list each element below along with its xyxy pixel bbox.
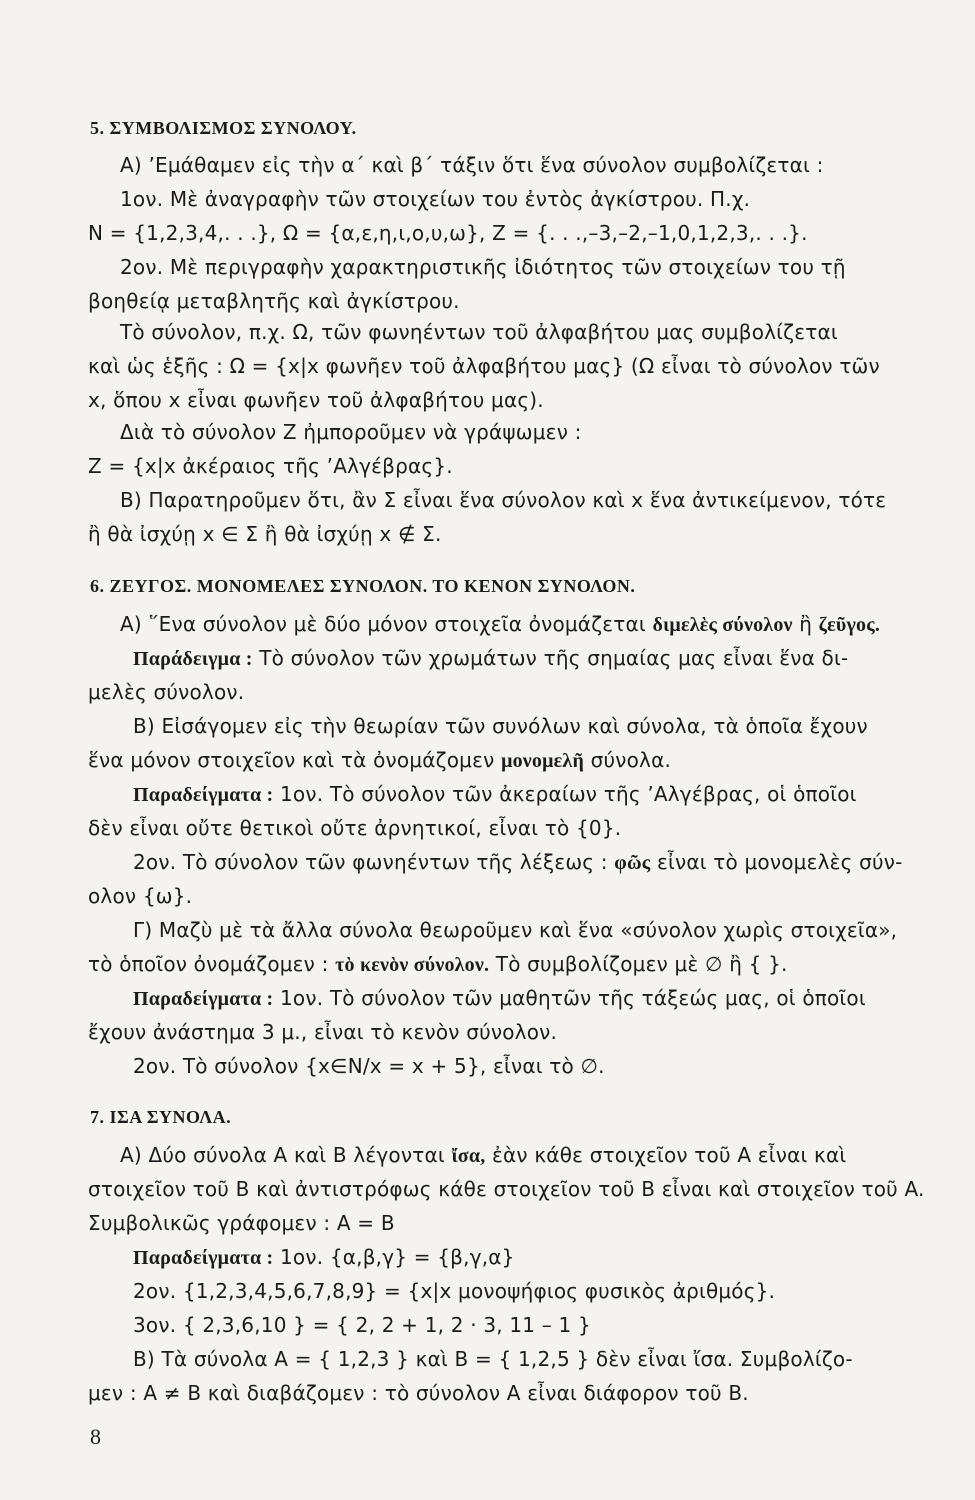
text-line: καὶ ὡς ἑξῆς : Ω = {x|x φωνῆεν τοῦ ἀλφαβήτου μας} (Ω εἶναι τὸ σύνολον τῶν (88, 354, 880, 378)
page-number: 8 (90, 1424, 101, 1449)
text-line: στοιχεῖον τοῦ B καὶ ἀντιστρόφως κάθε στοιχεῖον τοῦ B εἶναι καὶ στοιχεῖον τοῦ A. (88, 1177, 925, 1201)
text-line: Παραδείγματα : 1ον. Τὸ σύνολον τῶν ἀκεραίων τῆς ’Αλγέβρας, οἱ ὁποῖοι (133, 782, 857, 806)
text-line: N = {1,2,3,4,. . .}, Ω = {α,ε,η,ι,ο,υ,ω}, Z = {. . .,–3,–2,–1,0,1,2,3,. . .}. (88, 221, 808, 245)
text-line: x, ὅπου x εἶναι φωνῆεν τοῦ ἀλφαβήτου μας). (88, 388, 544, 412)
text-line: Γ) Μαζὺ μὲ τὰ ἄλλα σύνολα θεωροῦμεν καὶ ἕνα «σύνολον χωρὶς στοιχεῖα», (133, 918, 898, 942)
text-line: Παραδείγματα : 1ον. {α,β,γ} = {β,γ,α} (133, 1245, 515, 1269)
text-line: ἕνα μόνον στοιχεῖον καὶ τὰ ὀνομάζομεν μονομελῆ σύνολα. (88, 748, 672, 772)
text-line: 2ον. Τὸ σύνολον τῶν φωνηέντων τῆς λέξεως : φῶς εἶναι τὸ μονομελὲς σύν- (133, 850, 903, 874)
section-heading: 6. ΖΕΥΓΟΣ. ΜΟΝΟΜΕΛΕΣ ΣΥΝΟΛΟΝ. ΤΟ ΚΕΝΟΝ ΣΥΝΟΛΟΝ. (90, 576, 636, 596)
text-line: Z = {x|x ἀκέραιος τῆς ’Αλγέβρας}. (88, 454, 453, 478)
text-line: 2ον. Μὲ περιγραφὴν χαρακτηριστικῆς ἰδιότητος τῶν στοιχείων του τῇ (120, 255, 846, 279)
text-line: Β) Τὰ σύνολα A = { 1,2,3 } καὶ B = { 1,2,5 } δὲν εἶναι ἴσα. Συμβολίζο- (133, 1347, 853, 1371)
text-line: ολον {ω}. (88, 884, 193, 908)
section-heading: 5. ΣΥΜΒΟΛΙΣΜΟΣ ΣΥΝΟΛΟΥ. (90, 118, 357, 138)
text-line: Διὰ τὸ σύνολον Z ἠμποροῦμεν νὰ γράψωμεν : (120, 420, 582, 444)
text-line: Παράδειγμα : Τὸ σύνολον τῶν χρωμάτων τῆς σημαίας μας εἶναι ἕνα δι- (133, 646, 849, 670)
text-line: 1ον. Μὲ ἀναγραφὴν τῶν στοιχείων του ἐντὸς ἀγκίστρου. Π.χ. (120, 187, 751, 211)
text-line: ἢ θὰ ἰσχύῃ x ∈ Σ ἢ θὰ ἰσχύῃ x ∉ Σ. (88, 522, 442, 546)
text-line: 3ον. { 2,3,6,10 } = { 2, 2 + 1, 2 · 3, 11 – 1 } (133, 1313, 591, 1337)
text-line: ἔχουν ἀνάστημα 3 μ., εἶναι τὸ κενὸν σύνολον. (88, 1020, 558, 1044)
text-line: μελὲς σύνολον. (88, 680, 245, 704)
text-line: δὲν εἶναι οὔτε θετικοὶ οὔτε ἀρνητικοί, εἶναι τὸ {0}. (88, 816, 622, 840)
text-line: 2ον. {1,2,3,4,5,6,7,8,9} = {x|x μονοψήφιος φυσικὸς ἀριθμός}. (133, 1279, 776, 1303)
section-heading: 7. ΙΣΑ ΣΥΝΟΛΑ. (90, 1107, 232, 1127)
text-line: Β) Εἰσάγομεν εἰς τὴν θεωρίαν τῶν συνόλων καὶ σύνολα, τὰ ὁποῖα ἔχουν (133, 714, 868, 738)
text-line: 2ον. Τὸ σύνολον {x∈N/x = x + 5}, εἶναι τὸ ∅. (133, 1054, 605, 1078)
text-line: Τὸ σύνολον, π.χ. Ω, τῶν φωνηέντων τοῦ ἀλφαβήτου μας συμβολίζεται (120, 320, 838, 344)
text-line: Α) ῞Ενα σύνολον μὲ δύο μόνον στοιχεῖα ὀνομάζεται διμελὲς σύνολον ἢ ζεῦγος. (120, 612, 881, 636)
text-line: Συμβολικῶς γράφομεν : A = B (88, 1211, 395, 1235)
text-line: Παραδείγματα : 1ον. Τὸ σύνολον τῶν μαθητῶν τῆς τάξεώς μας, οἱ ὁποῖοι (133, 986, 866, 1010)
text-line: Α) Δύο σύνολα A καὶ B λέγονται ἴσα, ἐὰν κάθε στοιχεῖον τοῦ A εἶναι καὶ (120, 1143, 847, 1167)
text-line: μεν : A ≠ B καὶ διαβάζομεν : τὸ σύνολον A εἶναι διάφορον τοῦ B. (88, 1381, 749, 1405)
text-line: Α) ’Εμάθαμεν εἰς τὴν α΄ καὶ β΄ τάξιν ὅτι ἕνα σύνολον συμβολίζεται : (120, 153, 824, 177)
text-line: τὸ ὁποῖον ὀνομάζομεν : τὸ κενὸν σύνολον. Τὸ συμβολίζομεν μὲ ∅ ἢ { }. (88, 952, 788, 976)
text-line: βοηθείᾳ μεταβλητῆς καὶ ἀγκίστρου. (88, 289, 460, 313)
text-line: Β) Παρατηροῦμεν ὅτι, ἂν Σ εἶναι ἕνα σύνολον καὶ x ἕνα ἀντικείμενον, τότε (120, 488, 887, 512)
